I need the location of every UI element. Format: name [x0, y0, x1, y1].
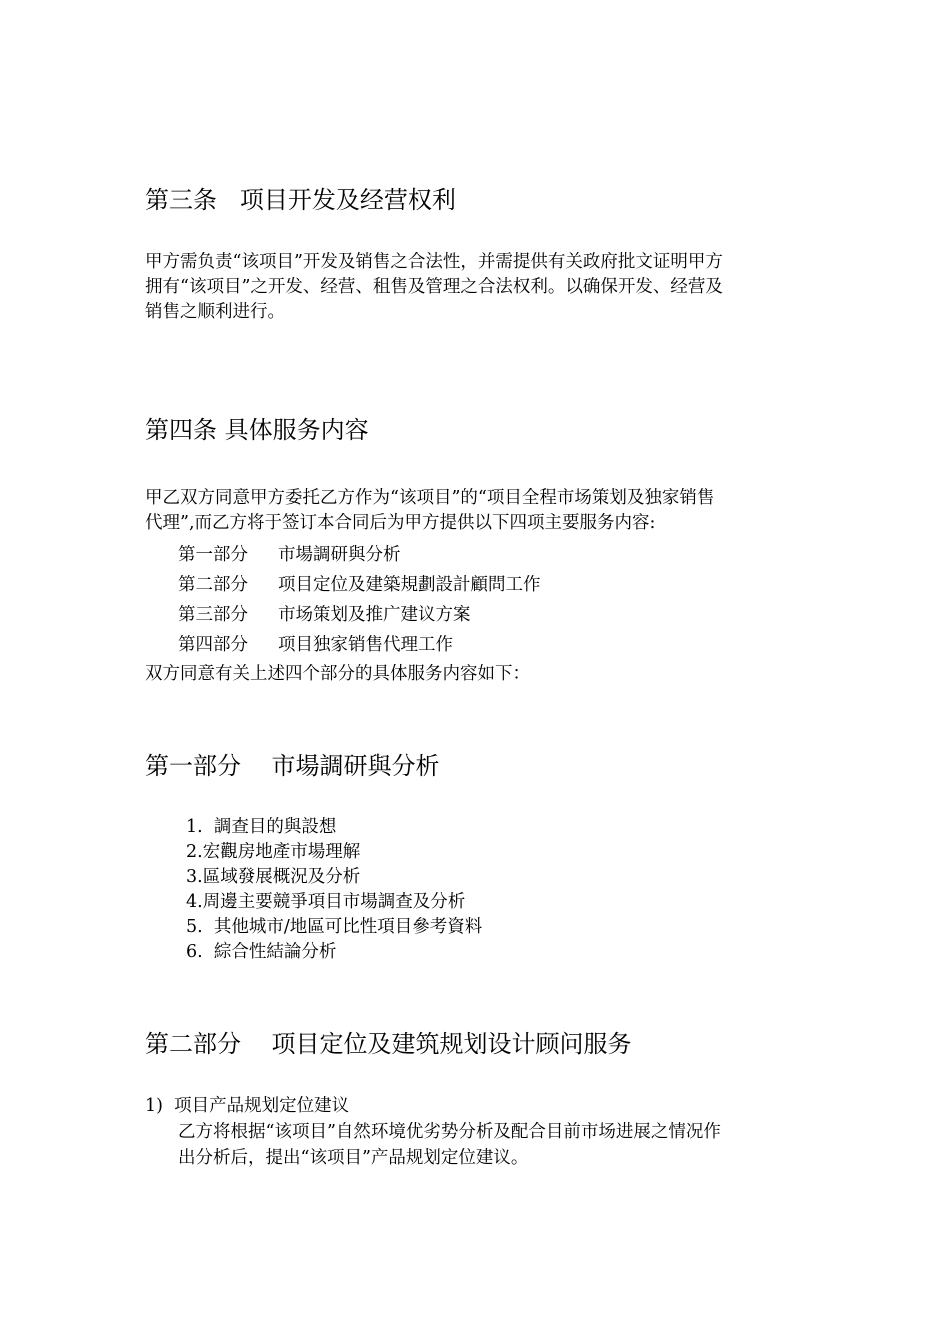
service-list [178, 540, 541, 660]
article-3-heading: 第三条 项目开发及经营权利 [145, 186, 456, 214]
list-item: 1. 調查目的與設想 [186, 817, 337, 837]
list-item: 6. 綜合性結論分析 [186, 942, 337, 962]
service-title: 市场策划及推广建议方案 [278, 605, 471, 625]
service-part-label: 第三部分 [178, 605, 248, 625]
service-title: 项目定位及建築規劃設計顧問工作 [278, 575, 541, 595]
article-4-heading: 第四条 具体服务内容 [145, 416, 369, 444]
part-1-heading: 第一部分 市場調研與分析 [145, 752, 440, 780]
service-part-label: 第二部分 [178, 575, 248, 595]
service-item [178, 630, 541, 660]
list-item: 3.區域發展概況及分析 [186, 867, 361, 887]
service-item [178, 540, 541, 570]
service-item [178, 600, 541, 630]
list-item: 5. 其他城市/地區可比性項目參考資料 [186, 917, 483, 937]
part-1-list [186, 815, 482, 965]
part-2-item-1-body: 乙方将根据“该项目”自然环境优劣势分析及配合目前市场进展之情况作 出分析后，提出“该项目”产品规划定位建议。 [178, 1122, 721, 1168]
service-part-label: 第一部分 [178, 545, 248, 565]
service-title: 市場調研與分析 [278, 545, 401, 565]
article-4-closing: 双方同意有关上述四个部分的具体服务内容如下： [145, 664, 530, 684]
service-title: 项目独家销售代理工作 [278, 635, 453, 655]
service-item [178, 570, 541, 600]
service-part-label: 第四部分 [178, 635, 248, 655]
article-4-intro: 甲乙双方同意甲方委托乙方作为“该项目”的“项目全程市场策划及独家销售 代理”,而乙方将于签订本合同后为甲方提供以下四项主要服务内容: [145, 488, 715, 533]
article-3-body: 甲方需负责“该项目”开发及销售之合法性，并需提供有关政府批文证明甲方 拥有“该项目”之开发、经营、租售及管理之合法权利。以确保开发、经营及 销售之顺利进行。 [145, 252, 723, 322]
part-2-item-1-label: 1) 项目产品规划定位建议 [145, 1096, 350, 1116]
list-item: 2.宏觀房地產市場理解 [186, 842, 361, 862]
list-item: 4.周邊主要競爭項目市場調查及分析 [186, 892, 466, 912]
part-2-heading: 第二部分 项目定位及建筑规划设计顾问服务 [145, 1030, 632, 1058]
